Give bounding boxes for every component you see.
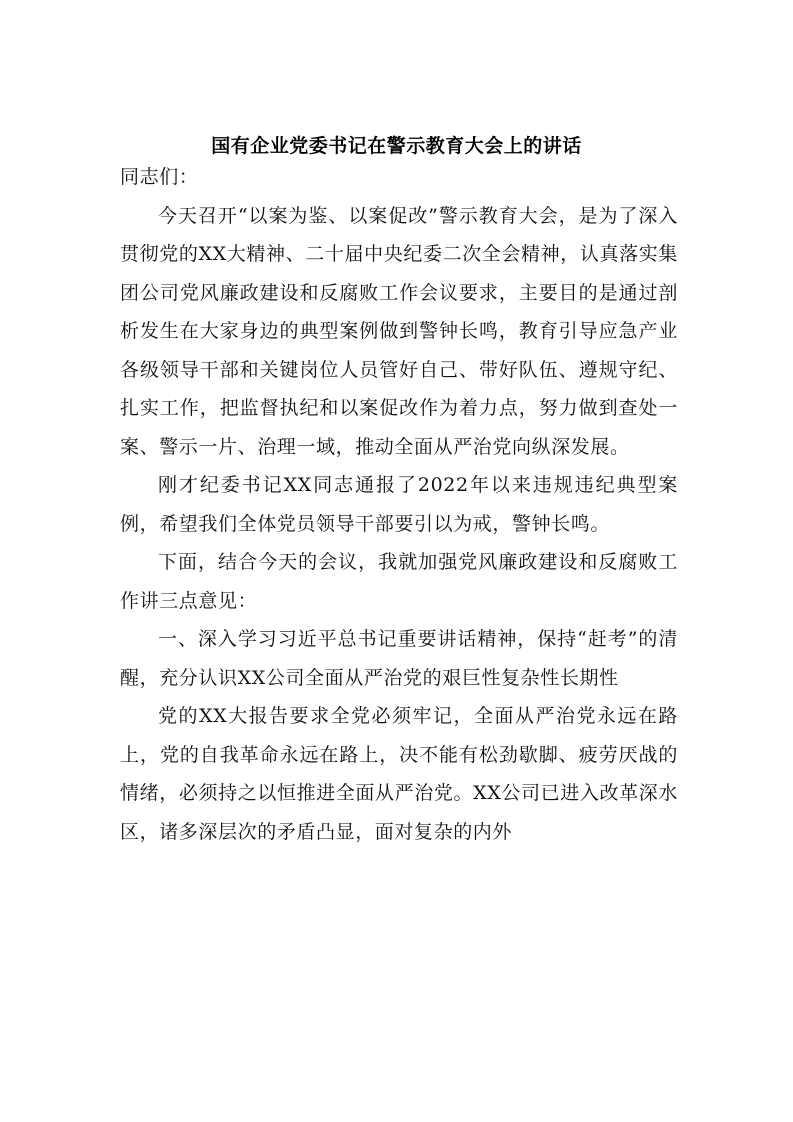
document-body xyxy=(120,158,678,851)
paragraph-three-points: 下面，结合今天的会议，我就加强党风廉政建设和反腐败工作讲三点意见： xyxy=(120,551,678,612)
paragraph-party-report: 党的XX大报告要求全党必须牢记，全面从严治党永远在路上，党的自我革命永远在路上，决不能有松劲歇脚、疲劳厌战的情绪，必须持之以恒推进全面从严治党。XX公司已进入改革深水区，诸多深层次的矛盾凸显，面对复杂的内外 xyxy=(120,705,678,843)
paragraph-intro: 今天召开“以案为鉴、以案促改”警示教育大会，是为了深入贯彻党的XX大精神、二十届中央纪委二次全会精神，认真落实集团公司党风廉政建设和反腐败工作会议要求，主要目的是通过剖析发生在大家身边的典型案例做到警钟长鸣，教育引导应急产业各级领导干部和关键岗位人员管好自己、带好队伍、遵规守纪、扎实工作，把监督执纪和以案促改作为着力点，努力做到查处一案、警示一片、治理一域，推动全面从严治党向纵深发展。 xyxy=(120,204,678,458)
section-heading-one: 一、深入学习习近平总书记重要讲话精神，保持“赶考”的清醒，充分认识XX公司全面从严治党的艰巨性复杂性长期性 xyxy=(120,628,678,689)
document-title: 国有企业党委书记在警示教育大会上的讲话 xyxy=(211,135,582,157)
paragraph-case-report: 刚才纪委书记XX同志通报了2022年以来违规违纪典型案例，希望我们全体党员领导干部要引以为戒，警钟长鸣。 xyxy=(120,474,678,535)
salutation: 同志们： xyxy=(120,166,199,188)
